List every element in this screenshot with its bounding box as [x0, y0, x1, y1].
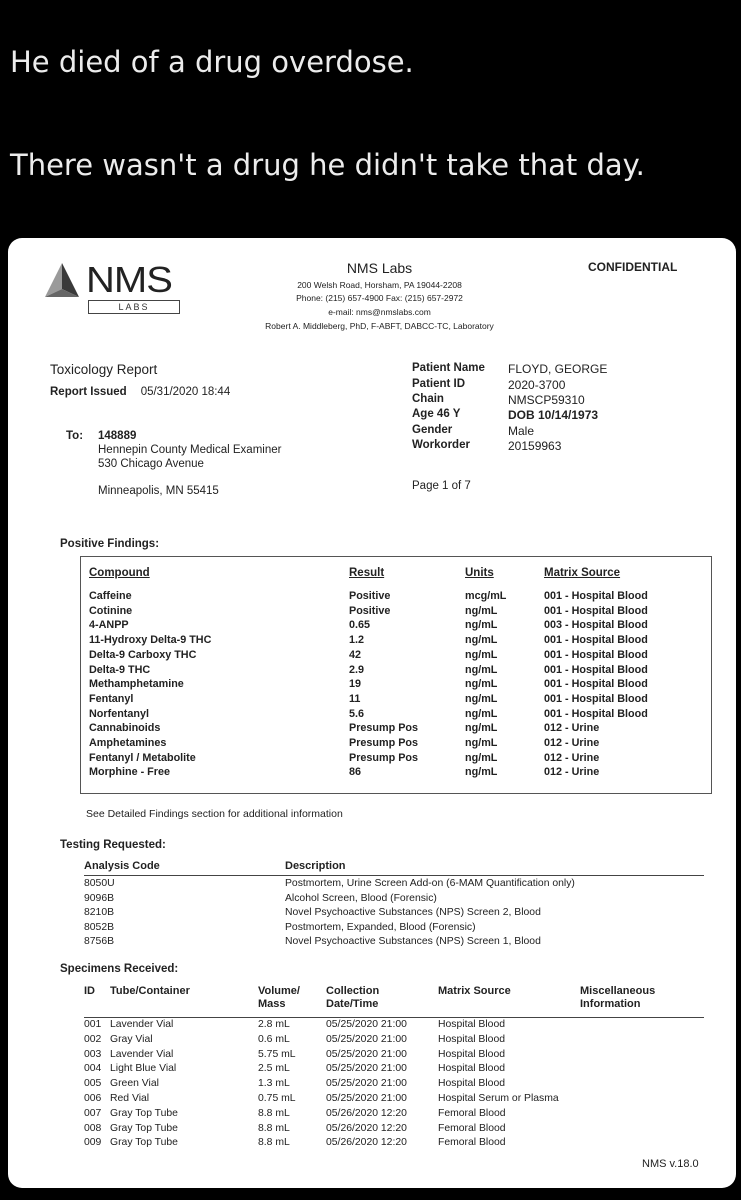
- logo-subtitle: LABS: [88, 300, 180, 314]
- collection-cell: 05/25/2020 21:00: [326, 1063, 407, 1075]
- col-header-misc-line2: Information: [580, 997, 641, 1010]
- col-header-compound: Compound: [89, 567, 150, 579]
- analysis-code-cell: 8052B: [84, 921, 115, 933]
- to-city: Minneapolis, MN 55415: [98, 485, 219, 497]
- col-header-units: Units: [465, 567, 494, 579]
- confidential-label: CONFIDENTIAL: [588, 260, 678, 274]
- table-row: [81, 634, 711, 649]
- matrix-cell: Femoral Blood: [438, 1107, 506, 1119]
- col-header-matrix: Matrix Source: [438, 985, 511, 997]
- table-row: [8, 1137, 736, 1152]
- analysis-code-cell: 8210B: [84, 907, 115, 919]
- table-row: [8, 1019, 736, 1034]
- report-issued: [50, 386, 230, 398]
- col-header-description: Description: [285, 860, 346, 872]
- table-row: [81, 590, 711, 605]
- tweet-text-line-1: He died of a drug overdose.: [10, 45, 414, 79]
- col-header-analysis-code: Analysis Code: [84, 860, 160, 872]
- volume-cell: 8.8 mL: [258, 1122, 290, 1134]
- tube-cell: Red Vial: [110, 1093, 150, 1104]
- to-label: To:: [66, 430, 84, 442]
- specimen-id-cell: 002: [84, 1033, 102, 1045]
- col-header-id: ID: [84, 985, 95, 997]
- table-row: [8, 1078, 736, 1093]
- col-header-collection: [326, 985, 379, 1010]
- col-header-tube: Tube/Container: [110, 985, 190, 997]
- col-header-volume: [258, 985, 300, 1010]
- matrix-cell: 012 - Urine: [544, 751, 600, 764]
- result-cell: 11: [349, 692, 361, 705]
- table-row: [81, 708, 711, 723]
- matrix-cell: 001 - Hospital Blood: [544, 707, 648, 720]
- specimen-id-cell: 009: [84, 1137, 102, 1149]
- volume-cell: 0.6 mL: [258, 1033, 290, 1045]
- table-row: [8, 1063, 736, 1078]
- collection-cell: 05/25/2020 21:00: [326, 1033, 407, 1045]
- patient-name-label: Patient Name: [412, 362, 485, 374]
- matrix-cell: 001 - Hospital Blood: [544, 648, 648, 661]
- collection-cell: 05/25/2020 21:00: [326, 1048, 407, 1060]
- description-cell: Alcohol Screen, Blood (Forensic): [285, 892, 437, 904]
- patient-id-label: Patient ID: [412, 378, 466, 390]
- units-cell: ng/mL: [465, 707, 498, 720]
- collection-cell: 05/25/2020 21:00: [326, 1019, 407, 1030]
- volume-cell: 0.75 mL: [258, 1093, 296, 1104]
- compound-cell: Delta-9 Carboxy THC: [89, 648, 197, 661]
- workorder-label: Workorder: [412, 439, 470, 451]
- col-header-collection-line1: Collection: [326, 985, 380, 997]
- chain-label: Chain: [412, 393, 444, 405]
- matrix-cell: 012 - Urine: [544, 766, 600, 779]
- to-street: 530 Chicago Avenue: [98, 458, 204, 470]
- volume-cell: 1.3 mL: [258, 1078, 290, 1090]
- description-cell: Novel Psychoactive Substances (NPS) Screen 1, Blood: [285, 936, 541, 948]
- result-cell: Presump Pos: [349, 751, 419, 764]
- units-cell: ng/mL: [465, 604, 498, 617]
- matrix-cell: Hospital Serum or Plasma: [438, 1093, 559, 1104]
- tube-cell: Gray Top Tube: [110, 1107, 178, 1119]
- matrix-cell: 001 - Hospital Blood: [544, 663, 648, 676]
- specimen-id-cell: 003: [84, 1048, 102, 1060]
- workorder-value: 20159963: [508, 439, 562, 453]
- specimen-id-cell: 006: [84, 1093, 102, 1104]
- dob-value: DOB 10/14/1973: [508, 408, 599, 422]
- matrix-cell: 001 - Hospital Blood: [544, 692, 648, 705]
- result-cell: Presump Pos: [349, 737, 419, 749]
- description-cell: Novel Psychoactive Substances (NPS) Screen 2, Blood: [285, 907, 541, 919]
- col-header-misc: [580, 985, 655, 1010]
- lab-phone: Phone: (215) 657-4900 Fax: (215) 657-2972: [296, 293, 463, 303]
- analysis-code-cell: 8756B: [84, 936, 115, 948]
- matrix-cell: Hospital Blood: [438, 1019, 506, 1030]
- table-row: [8, 922, 736, 937]
- compound-cell: Fentanyl / Metabolite: [89, 751, 196, 764]
- lab-email: e-mail: nms@nmslabs.com: [328, 307, 431, 317]
- specimens-received-title: Specimens Received:: [60, 963, 179, 975]
- col-header-volume-line2: Mass: [258, 997, 286, 1010]
- description-cell: Postmortem, Urine Screen Add-on (6-MAM Quantification only): [285, 878, 575, 889]
- age-label: Age 46 Y: [412, 408, 461, 420]
- matrix-cell: Femoral Blood: [438, 1122, 506, 1134]
- compound-cell: 11-Hydroxy Delta-9 THC: [89, 634, 212, 647]
- table-row: [81, 722, 711, 737]
- volume-cell: 2.5 mL: [258, 1063, 290, 1075]
- matrix-cell: Hospital Blood: [438, 1048, 506, 1060]
- findings-note: See Detailed Findings section for additional information: [86, 808, 343, 820]
- matrix-cell: Hospital Blood: [438, 1063, 506, 1075]
- tube-cell: Lavender Vial: [110, 1048, 174, 1060]
- compound-cell: Cannabinoids: [89, 722, 161, 735]
- chain-value: NMSCP59310: [508, 393, 585, 407]
- table-row: [8, 878, 736, 893]
- collection-cell: 05/26/2020 12:20: [326, 1122, 407, 1134]
- report-issued-value: 05/31/2020 18:44: [140, 386, 231, 398]
- units-cell: ng/mL: [465, 663, 498, 676]
- table-row: [81, 619, 711, 634]
- tube-cell: Lavender Vial: [110, 1019, 174, 1030]
- compound-cell: Fentanyl: [89, 692, 134, 705]
- units-cell: ng/mL: [465, 766, 498, 779]
- result-cell: 86: [349, 766, 362, 779]
- units-cell: mcg/mL: [465, 590, 507, 602]
- table-row: [81, 752, 711, 767]
- testing-requested-title: Testing Requested:: [60, 839, 166, 851]
- table-row: [8, 1034, 736, 1049]
- compound-cell: Cotinine: [89, 604, 133, 617]
- table-row: [8, 1049, 736, 1064]
- matrix-cell: 012 - Urine: [544, 737, 600, 749]
- specimens-header-rule: [84, 1017, 704, 1018]
- to-organization: Hennepin County Medical Examiner: [98, 444, 282, 456]
- table-row: [8, 936, 736, 951]
- volume-cell: 2.8 mL: [258, 1019, 290, 1030]
- result-cell: Presump Pos: [349, 722, 419, 735]
- volume-cell: 8.8 mL: [258, 1107, 290, 1119]
- analysis-code-cell: 9096B: [84, 892, 115, 904]
- units-cell: ng/mL: [465, 634, 498, 647]
- logo-name: NMS: [86, 260, 172, 300]
- specimen-id-cell: 007: [84, 1107, 102, 1119]
- col-header-volume-line1: Volume/: [258, 985, 300, 997]
- collection-cell: 05/25/2020 21:00: [326, 1093, 407, 1104]
- compound-cell: Delta-9 THC: [89, 663, 151, 676]
- specimen-id-cell: 005: [84, 1078, 102, 1090]
- description-cell: Postmortem, Expanded, Blood (Forensic): [285, 921, 476, 933]
- positive-findings-title: Positive Findings:: [60, 538, 160, 550]
- tube-cell: Gray Vial: [110, 1033, 153, 1045]
- volume-cell: 8.8 mL: [258, 1137, 290, 1149]
- table-row: [81, 649, 711, 664]
- table-row: [81, 766, 711, 781]
- table-row: [8, 907, 736, 922]
- matrix-cell: 001 - Hospital Blood: [544, 634, 648, 647]
- table-row: [81, 605, 711, 620]
- report-issued-label: Report Issued: [50, 386, 127, 398]
- compound-cell: Caffeine: [89, 590, 132, 602]
- tube-cell: Gray Top Tube: [110, 1137, 178, 1149]
- report-title: Toxicology Report: [50, 362, 158, 377]
- result-cell: Positive: [349, 604, 391, 617]
- lab-address: 200 Welsh Road, Horsham, PA 19044-2208: [297, 280, 462, 290]
- table-row: [8, 1123, 736, 1138]
- to-account-number: 148889: [98, 430, 137, 442]
- lab-director: Robert A. Middleberg, PhD, F-ABFT, DABCC-TC, Laboratory: [265, 321, 494, 331]
- matrix-cell: Hospital Blood: [438, 1078, 506, 1090]
- result-cell: Positive: [349, 590, 391, 602]
- matrix-cell: 001 - Hospital Blood: [544, 604, 648, 617]
- col-header-collection-line2: Date/Time: [326, 997, 379, 1010]
- table-row: [81, 693, 711, 708]
- result-cell: 5.6: [349, 707, 365, 720]
- collection-cell: 05/26/2020 12:20: [326, 1137, 407, 1149]
- units-cell: ng/mL: [465, 737, 498, 749]
- patient-name-value: FLOYD, GEORGE: [508, 362, 608, 376]
- result-cell: 0.65: [349, 619, 371, 632]
- gender-label: Gender: [412, 424, 453, 436]
- page-number: Page 1 of 7: [412, 480, 471, 492]
- compound-cell: Morphine - Free: [89, 766, 170, 779]
- lab-name: NMS Labs: [346, 260, 413, 276]
- collection-cell: 05/26/2020 12:20: [326, 1107, 407, 1119]
- tube-cell: Light Blue Vial: [110, 1063, 177, 1075]
- units-cell: ng/mL: [465, 678, 498, 691]
- units-cell: ng/mL: [465, 751, 498, 764]
- units-cell: ng/mL: [465, 619, 498, 632]
- result-cell: 1.2: [349, 634, 365, 647]
- collection-cell: 05/25/2020 21:00: [326, 1078, 407, 1090]
- table-row: [81, 678, 711, 693]
- gender-value: Male: [508, 424, 535, 438]
- result-cell: 19: [349, 678, 362, 691]
- compound-cell: 4-ANPP: [89, 619, 129, 632]
- col-header-matrix-source: Matrix Source: [544, 567, 621, 579]
- compound-cell: Methamphetamine: [89, 678, 184, 691]
- analysis-code-cell: 8050U: [84, 878, 115, 889]
- units-cell: ng/mL: [465, 648, 498, 661]
- tube-cell: Gray Top Tube: [110, 1122, 178, 1134]
- table-row: [81, 737, 711, 752]
- version-label: NMS v.18.0: [642, 1158, 699, 1170]
- specimen-id-cell: 001: [84, 1019, 102, 1030]
- matrix-cell: Femoral Blood: [438, 1137, 506, 1149]
- result-cell: 42: [349, 648, 362, 661]
- table-row: [8, 893, 736, 908]
- tube-cell: Green Vial: [110, 1078, 159, 1090]
- table-row: [81, 664, 711, 679]
- matrix-cell: 001 - Hospital Blood: [544, 590, 648, 602]
- volume-cell: 5.75 mL: [258, 1048, 296, 1060]
- testing-header-rule: [84, 875, 704, 876]
- units-cell: ng/mL: [465, 722, 498, 735]
- matrix-cell: Hospital Blood: [438, 1033, 506, 1045]
- col-header-result: Result: [349, 567, 385, 579]
- patient-id-value: 2020-3700: [508, 378, 566, 392]
- specimen-id-cell: 004: [84, 1063, 102, 1075]
- compound-cell: Norfentanyl: [89, 707, 149, 720]
- table-row: [8, 1108, 736, 1123]
- col-header-misc-line1: Miscellaneous: [580, 985, 656, 997]
- positive-findings-table: [80, 556, 712, 794]
- matrix-cell: 001 - Hospital Blood: [544, 678, 648, 691]
- specimen-id-cell: 008: [84, 1122, 102, 1134]
- result-cell: 2.9: [349, 663, 365, 676]
- table-row: [8, 1093, 736, 1108]
- compound-cell: Amphetamines: [89, 737, 167, 749]
- tweet-text-line-2: There wasn't a drug he didn't take that day.: [10, 148, 645, 182]
- matrix-cell: 003 - Hospital Blood: [544, 619, 648, 632]
- toxicology-report-image[interactable]: [8, 238, 736, 1188]
- units-cell: ng/mL: [465, 692, 498, 705]
- matrix-cell: 012 - Urine: [544, 722, 600, 735]
